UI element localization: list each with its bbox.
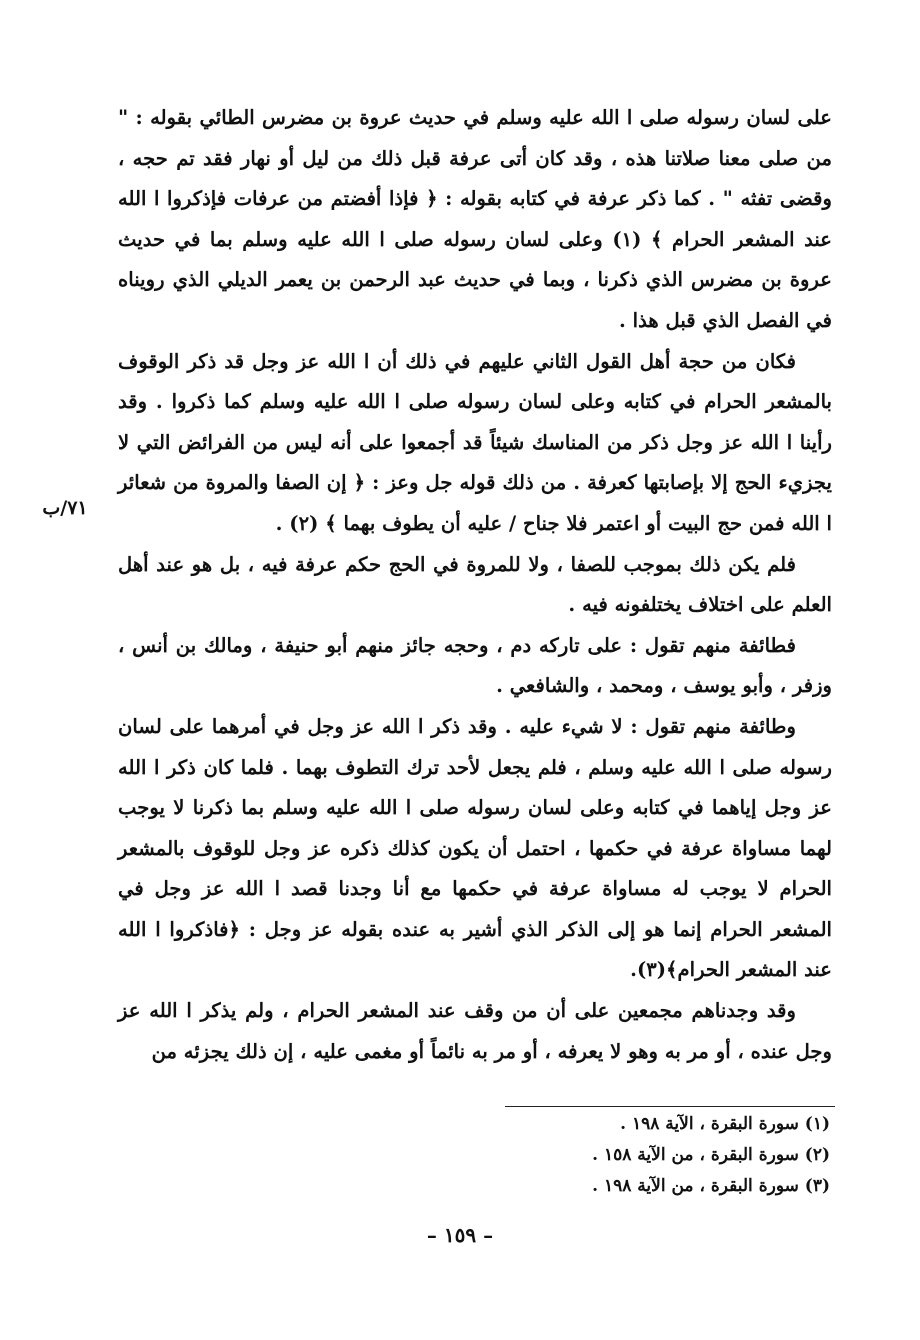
paragraph-6: وقد وجدناهم مجمعين على أن من وقف عند المشعر الحرام ، ولم يذكر ا الله عز وجل عنده ، أو مر به وهو لا يعرفه ، أو مر به نائماً أو مغمى عليه ، إن ذلك يجزئه من xyxy=(118,999,832,1063)
footnote-3: (٣) سورة البقرة ، من الآية ١٩٨ . xyxy=(592,1176,830,1196)
footnote-2: (٢) سورة البقرة ، من الآية ١٥٨ . xyxy=(592,1145,830,1165)
footnote-divider xyxy=(505,1106,835,1107)
page-number: – ١٥٩ – xyxy=(426,1223,494,1247)
paragraph-1: على لسان رسوله صلى ا الله عليه وسلم في حديث عروة بن مضرس الطائي بقوله : " من صلى معنا صلاتنا هذه ، وقد كان أتى عرفة قبل ذلك من ليل أو نهار فقد تم حجه ، وقضى تفثه " . كما ذكر عرفة في كتابه بقوله : ﴿ فإذا أفضتم من عرفات فإذكروا ا الله عند المشعر الحرام ﴾ (١) وعلى لسان رسوله صلى ا الله عليه وسلم بما في حديث عروة بن مضرس الذي ذكرنا ، وبما في حديث عبد الرحمن بن يعمر الديلي الذي رويناه في الفصل الذي قبل هذا . xyxy=(118,106,832,332)
footnote-1: (١) سورة البقرة ، الآية ١٩٨ . xyxy=(620,1114,830,1134)
main-text-block xyxy=(118,98,832,1072)
paragraph-3: فلم يكن ذلك بموجب للصفا ، ولا للمروة في الحج حكم عرفة فيه ، بل هو عند أهل العلم على اختلاف يختلفونه فيه . xyxy=(118,552,832,617)
paragraph-4: فطائفة منهم تقول : على تاركه دم ، وحجه جائز منهم أبو حنيفة ، ومالك بن أنس ، وزفر ، وأبو يوسف ، ومحمد ، والشافعي . xyxy=(118,633,832,698)
paragraph-5: وطائفة منهم تقول : لا شيء عليه . وقد ذكر ا الله عز وجل في أمرهما على لسان رسوله صلى ا الله عليه وسلم ، فلم يجعل لأحد ترك التطوف بهما . فلما كان ذكر ا الله عز وجل إياهما في كتابه وعلى لسان رسوله صلى ا الله عليه وسلم بما ذكرنا لا يوجب لهما مساواة عرفة في حكمها ، احتمل أن يكون كذلك ذكره عز وجل للوقوف بالمشعر الحرام لا يوجب له مساواة عرفة في حكمها مع أنا وجدنا قصد ا الله عز وجل في المشعر الحرام إنما هو إلى الذكر الذي أشير به عنده بقوله عز وجل : ﴿فاذكروا ا الله عند المشعر الحرام﴾(٣). xyxy=(118,714,832,982)
paragraph-2: فكان من حجة أهل القول الثاني عليهم في ذلك أن ا الله عز وجل قد ذكر الوقوف بالمشعر الحرام في كتابه وعلى لسان رسوله صلى ا الله عليه وسلم كما ذكروا . وقد رأينا ا الله عز وجل ذكر من المناسك شيئاً قد أجمعوا على أنه ليس من الفرائض التي لا يجزيء الحج إلا بإصابتها كعرفة . من ذلك قوله جل وعز : ﴿ إن الصفا والمروة من شعائر ا الله فمن حج البيت أو اعتمر فلا جناح / عليه أن يطوف بهما ﴾ (٢) . xyxy=(118,349,832,535)
footnotes xyxy=(420,1109,830,1202)
manuscript-folio-marker: ٧١/ب xyxy=(42,497,88,519)
